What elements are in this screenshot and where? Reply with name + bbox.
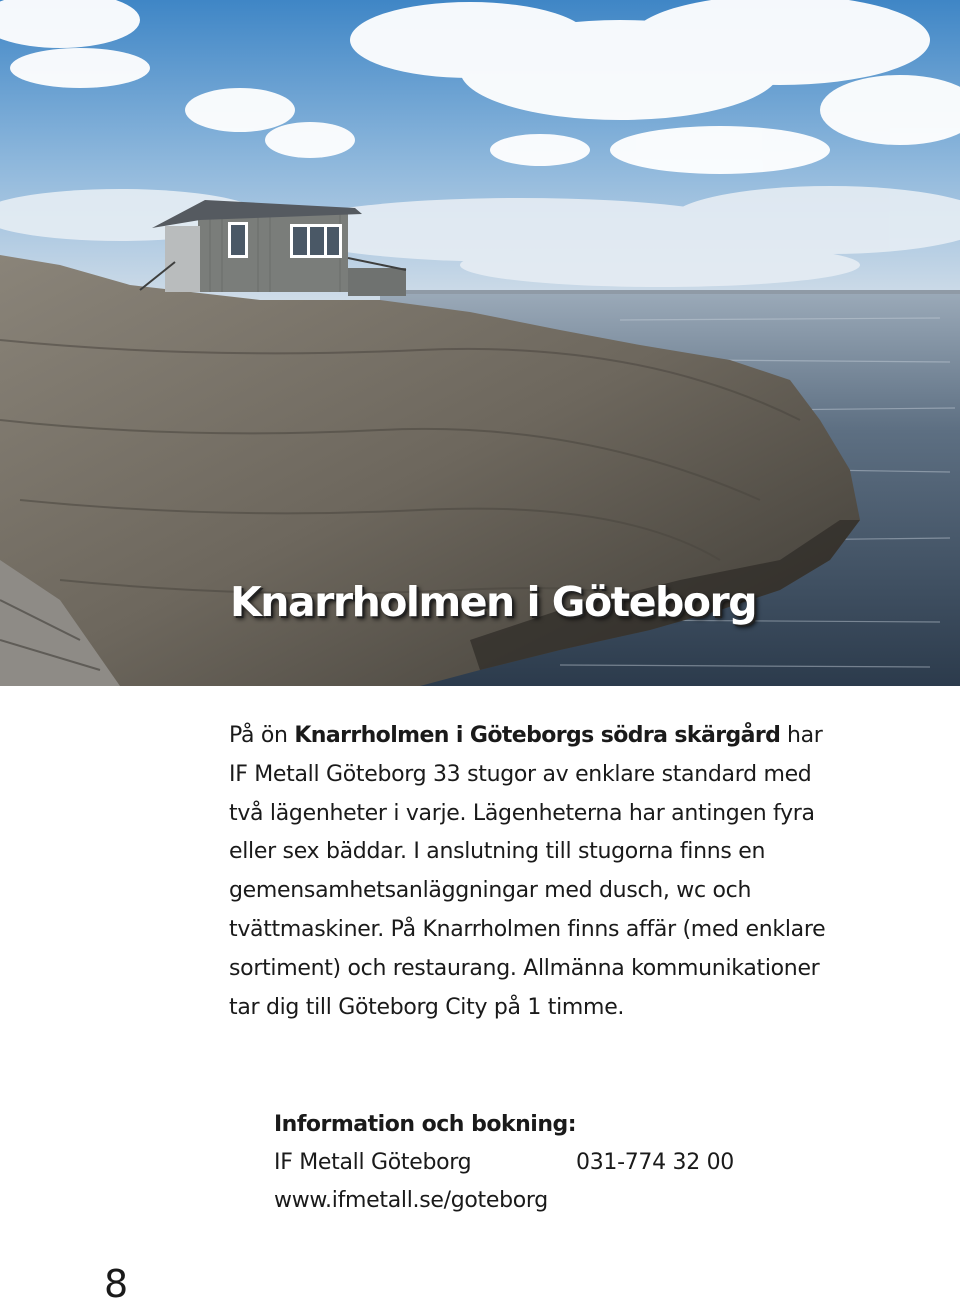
intro-body: har IF Metall Göteborg 33 stugor av enklare standard med två lägenheter i varje. Lägenheterna har antingen fyra eller sex bäddar. I anslutning till stugorna finns en gemensamhetsanläggningar med dusch, wc och tvättmaskiner. På Knarrholmen finns affär (med enklare sortiment) och restaurang. Allmänna kommunikationer tar dig till Göteborg City på 1 timme. [229, 723, 826, 1020]
phone-number: 031-774 32 00 [576, 1150, 734, 1175]
website-link[interactable]: www.ifmetall.se/goteborg [274, 1188, 548, 1213]
intro-paragraph [229, 717, 834, 1027]
booking-info [274, 1106, 834, 1220]
page-title: Knarrholmen i Göteborg [230, 578, 757, 626]
booking-heading: Information och bokning: [274, 1112, 577, 1137]
intro-lead: På ön [229, 723, 295, 748]
organization-name: IF Metall Göteborg [274, 1150, 472, 1175]
intro-emphasis: Knarrholmen i Göteborgs södra skärgård [294, 723, 781, 748]
page-number: 8 [104, 1262, 129, 1306]
contact-row [274, 1144, 834, 1182]
